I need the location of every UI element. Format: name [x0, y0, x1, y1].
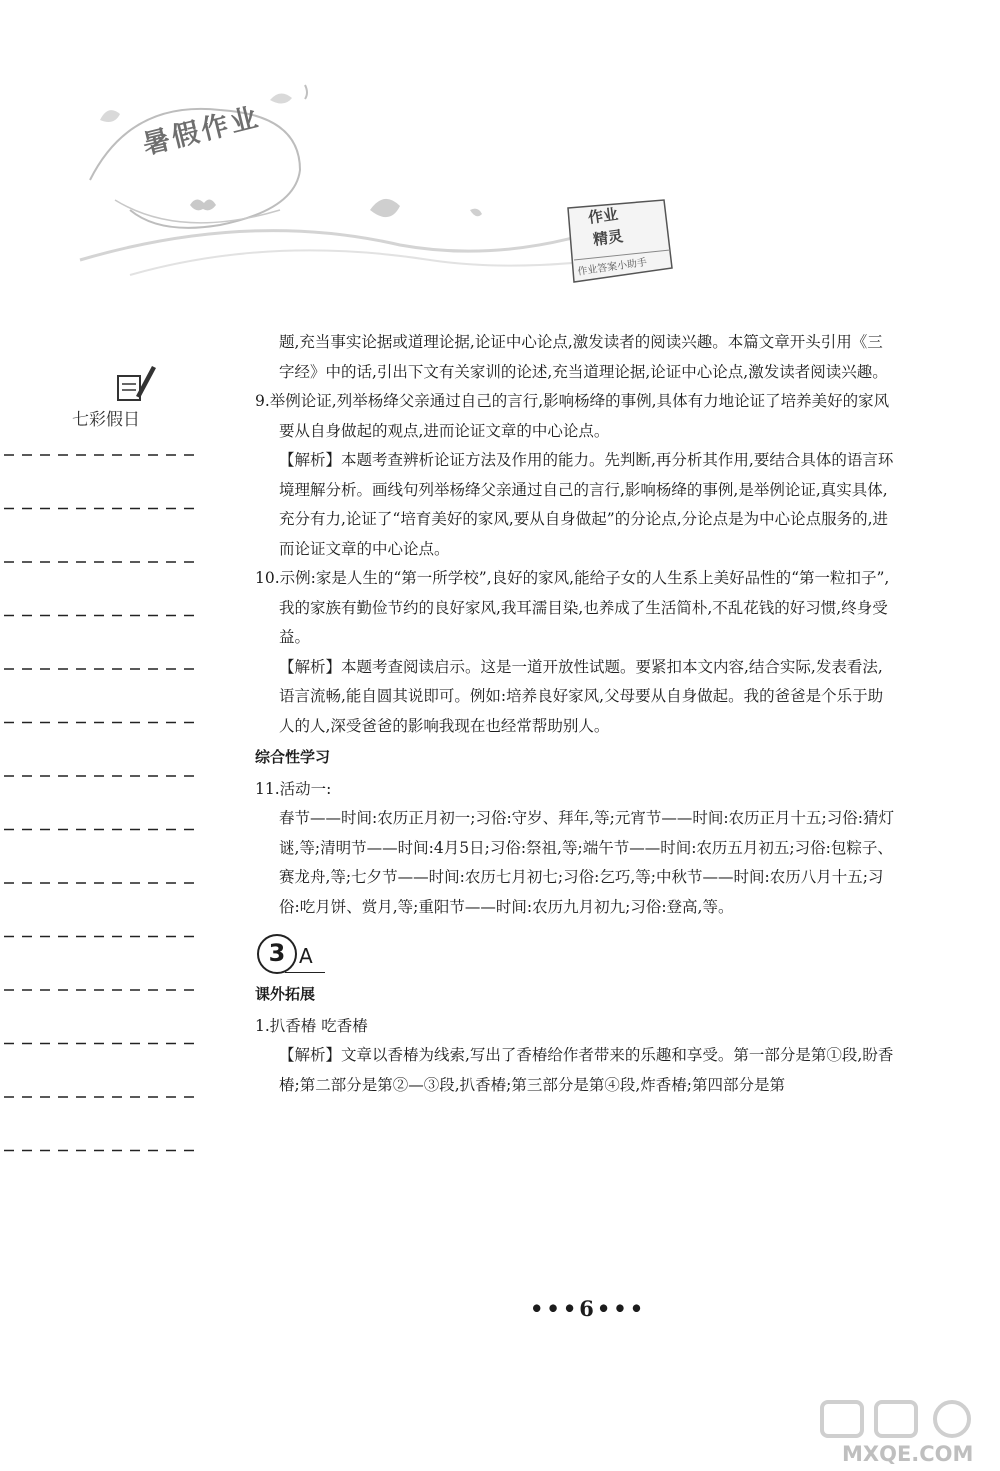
- unit-number-badge: 3: [257, 934, 297, 974]
- banner-title: 暑假作业: [139, 101, 264, 161]
- question-11-body: 春节——时间:农历正月初一;习俗:守岁、拜年,等;元宵节——时间:农历正月十五;习俗:猜灯谜,等;清明节——时间:4月5日;习俗:祭祖,等;端午节——时间:农历五月初五;习俗:包粽子、赛龙舟,等;七夕节——时间:农历七月初七;习俗:乞巧,等;中秋节——时间:农历八月十五;习俗:吃月饼、赏月,等;重阳节——时间:农历九月初九;习俗:登高,等。: [279, 809, 894, 916]
- unit-marker: [255, 928, 895, 976]
- page-number: •••6•••: [530, 1296, 647, 1321]
- answer-content: [255, 328, 895, 1100]
- section-heading-comprehensive: 综合性学习: [255, 748, 331, 766]
- stamp-text-line3: 作业答案小助手: [576, 257, 648, 278]
- sidebar-note-lines: [0, 0, 210, 1471]
- watermark-text: MXQE.COM: [842, 1442, 974, 1466]
- question-10-analysis: 【解析】本题考查阅读启示。这是一道开放性试题。要紧扣本文内容,结合实际,发表看法,语言流畅,能自圆其说即可。例如:培养良好家风,父母要从自身做起。我的爸爸是个乐于助人的人,深受爸爸的影响我现在也经常帮助别人。: [279, 657, 884, 735]
- question-9-answer: 9.举例论证,列举杨绛父亲通过自己的言行,影响杨绛的事例,具体有力地论证了培养美好的家风要从自身做起的观点,进而论证文章的中心论点。: [255, 392, 890, 440]
- sidebar-label: 七彩假日: [72, 410, 140, 430]
- stamp-text-line2: 精灵: [591, 226, 625, 249]
- section-heading-extension: 课外拓展: [255, 985, 316, 1003]
- stamp-text-line1: 作业: [586, 204, 620, 227]
- question-10-answer: 10.示例:家是人生的“第一所学校”,良好的家风,能给子女的人生系上美好品性的“第一粒扣子”,我的家族有勤俭节约的良好家风,我耳濡目染,也养成了生活简朴,不乱花钱的好习惯,终身受益。: [255, 569, 890, 646]
- question-1-answer: 1.扒香椿 吃香椿: [255, 1016, 368, 1035]
- question-9-analysis: 【解析】本题考查辨析论证方法及作用的能力。先判断,再分析其作用,要结合具体的语言环境理解分析。画线句列举杨绛父亲通过自己的言行,影响杨绛的事例,是举例论证,真实具体,充分有力,论证了“培育美好的家风,要从自身做起”的分论点,分论点是为中心论点服务的,进而论证文章的中心论点。: [279, 451, 894, 558]
- question-11-title: 11.活动一:: [255, 779, 332, 798]
- continued-paragraph: 题,充当事实论据或道理论据,论证中心论点,激发读者的阅读兴趣。本篇文章开头引用《三字经》中的话,引出下文有关家训的论述,充当道理论据,论证中心论点,激发读者阅读兴趣。: [279, 333, 888, 381]
- unit-underline: [285, 972, 325, 973]
- question-1-analysis: 【解析】文章以香椿为线索,写出了香椿给作者带来的乐趣和享受。第一部分是第①段,盼香椿;第二部分是第②—③段,扒香椿;第三部分是第④段,炸香椿;第四部分是第: [279, 1046, 894, 1094]
- unit-letter: A: [299, 944, 313, 968]
